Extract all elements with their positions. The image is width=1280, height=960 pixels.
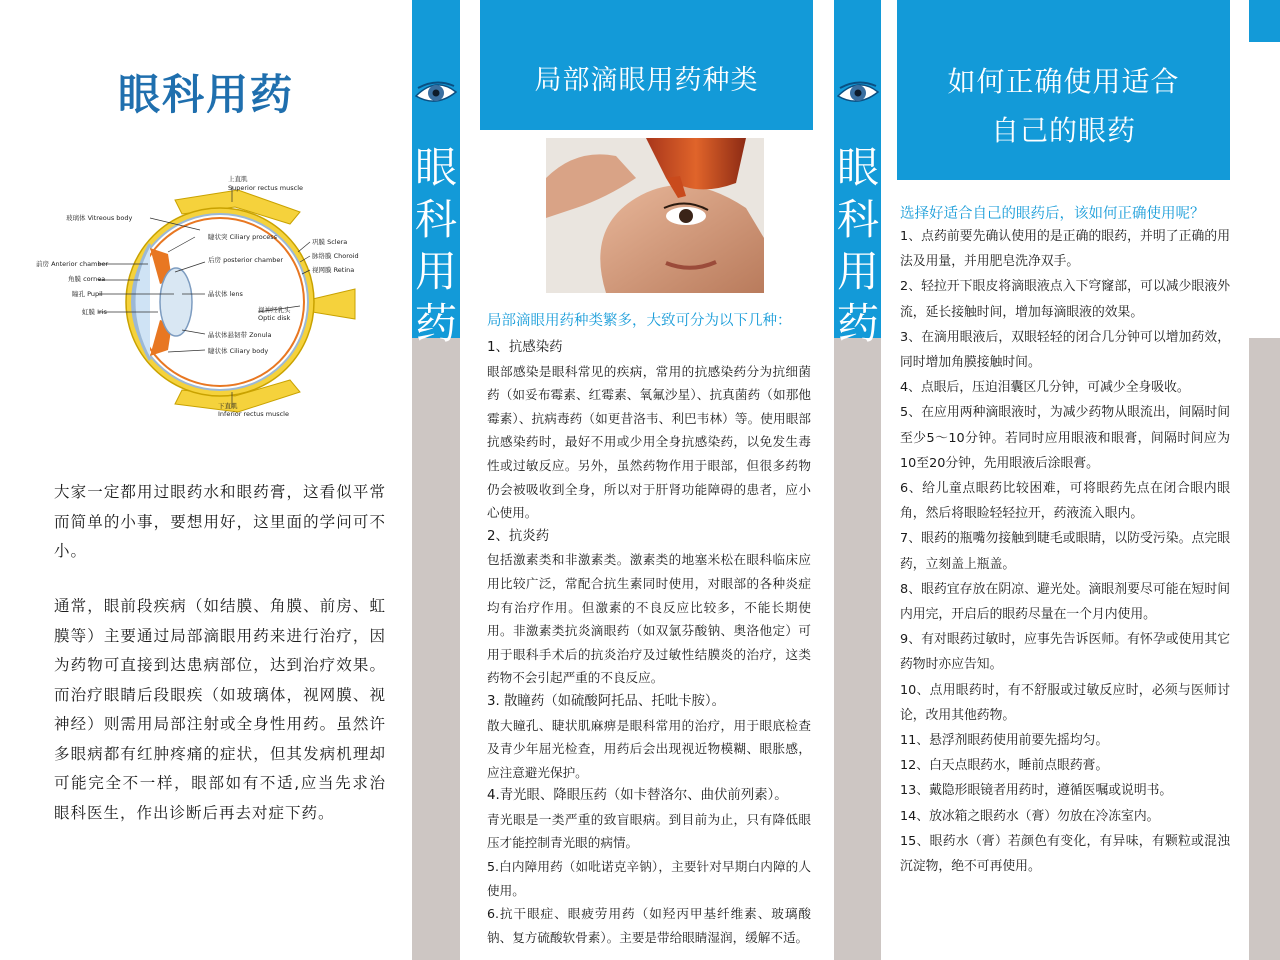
header-drug-types: [480, 0, 813, 130]
label-ciliary-process: 睫状突 Ciliary process: [208, 233, 278, 241]
eye-anatomy-diagram: [0, 172, 412, 432]
label-cornea: 角膜 cornea: [68, 275, 106, 283]
list-item: 9、有对眼药过敏时，应事先告诉医师。有怀孕或使用其它药物时亦应告知。: [900, 632, 1230, 673]
list-item: 12、白天点眼药水，睡前点眼药膏。: [900, 758, 1109, 774]
label-anterior-chamber: 前房 Anterior chamber: [36, 260, 109, 268]
list-item: 14、放冰箱之眼药水（膏）勿放在冷冻室内。: [900, 808, 1160, 824]
list-item: 1、点药前要先确认使用的是正确的眼药，并明了正确的用法及用量，并用肥皂洗净双手。: [900, 229, 1230, 270]
drug-types-list: [487, 336, 811, 949]
label-vitreous: 玻璃体 Vitreous body: [66, 214, 133, 222]
eye-drop-photo: [546, 138, 764, 293]
list-item: 青光眼是一类严重的致盲眼病。到目前为止，只有降低眼压才能控制青光眼的病情。: [487, 811, 811, 851]
list-item: 3、在滴用眼液后，双眼轻轻的闭合几分钟可以增加药效，同时增加角膜接触时间。: [900, 329, 1230, 371]
label-sclera: 巩膜 Sclera: [312, 238, 348, 246]
usage-intro: 选择好适合自己的眼药后，该如何正确使用呢？: [900, 206, 1205, 222]
label-optic-disk-en: Optic disk: [258, 314, 291, 322]
vertical-title-right: 眼科用药: [836, 143, 879, 348]
list-item: 5.白内障用药（如吡诺克辛钠），主要针对早期白内障的人使用。: [487, 859, 811, 898]
label-superior-en: Superior rectus muscle: [228, 184, 304, 192]
label-pupil: 瞳孔 Pupil: [72, 290, 103, 298]
eye-icon: [414, 78, 458, 108]
list-item: 11、悬浮剂眼药使用前要先摇均匀。: [900, 733, 1109, 749]
list-item: 1、抗感染药: [487, 340, 563, 355]
list-item: 2、抗炎药: [487, 528, 550, 544]
label-iris: 虹膜 Iris: [82, 308, 107, 316]
label-optic-disk-cn: 视神经乳头: [258, 306, 291, 314]
header-usage-line2: 自己的眼药: [990, 114, 1136, 147]
list-item: 5、在应用两种滴眼液时，为减少药物从眼流出，间隔时间至少5～10分钟。若同时应用眼液和眼膏，间隔时间应为10至20分钟，先用眼液后涂眼膏。: [900, 405, 1230, 471]
label-zonula: 晶状体悬韧带 Zonula: [208, 331, 272, 339]
list-item: 6.抗干眼症、眼疲劳用药（如羟丙甲基纤维素、玻璃酸钠、复方硫酸软骨素）。主要是带给眼睛湿润，缓解不适。: [487, 906, 811, 945]
label-choroid: 脉络膜 Choroid: [312, 252, 359, 260]
label-ciliary-body: 睫状体 Ciliary body: [208, 347, 269, 355]
list-item: 15、眼药水（膏）若颜色有变化，有异味，有颗粒或混浊沉淀物，绝不可再使用。: [900, 833, 1230, 875]
eye-icon: [836, 78, 880, 108]
page-title: 眼科用药: [117, 70, 294, 119]
vertical-banner-right: [834, 0, 881, 348]
label-retina: 视网膜 Retina: [312, 266, 355, 274]
drug-types-intro: 局部滴眼用药种类繁多，大致可分为以下几种：: [487, 313, 792, 329]
intro-paragraph: 大家一定都用过眼药水和眼药膏，这看似平常而简单的小事，要想用好，这里面的学问可不小。: [54, 483, 386, 560]
list-item: 4.青光眼、降眼压药（如卡替洛尔、曲伏前列素）。: [487, 788, 788, 804]
header-usage: [897, 0, 1230, 180]
lens: [160, 268, 192, 336]
list-item: 7、眼药的瓶嘴勿接触到睫毛或眼睛，以防受污染。点完眼药，立刻盖上瓶盖。: [900, 531, 1230, 572]
list-item: 4、点眼后，压迫泪囊区几分钟，可减少全身吸收。: [900, 380, 1190, 396]
vertical-title-left: 眼科用药: [414, 143, 457, 348]
list-item: 8、眼药宜存放在阴凉、避光处。滴眼剂要尽可能在短时间内用完，开启后的眼药尽量在一个月内使用。: [900, 581, 1230, 623]
list-item: 3. 散瞳药（如硫酸阿托品、托吡卡胺）。: [487, 693, 725, 709]
corner-accent: [1249, 0, 1280, 42]
edge-white: [1249, 42, 1280, 338]
label-inferior-en: Inferior rectus muscle: [218, 410, 289, 418]
body-paragraph: 通常，眼前段疾病（如结膜、角膜、前房、虹膜等）主要通过局部滴眼用药来进行治疗，因为药物可直接到达患病部位，达到治疗效果。而治疗眼睛后段眼疾（如玻璃体，视网膜、视神经）则需用局部注射或全身性用药。虽然许多眼病都有红肿疼痛的症状，但其发病机理却可能完全不一样，眼部如有不适,应当先求治眼科医生，作出诊断后再去对症下药。: [54, 597, 386, 822]
usage-list: [900, 224, 1230, 879]
list-item: 包括激素类和非激素类。激素类的地塞米松在眼科临床应用比较广泛，常配合抗生素同时使用，对眼部的各种炎症均有治疗作用。但激素的不良反应比较多，不能长期使用。非激素类抗炎滴眼药（如双氯芬酸钠、奥洛他定）可用于眼科手术后的抗炎治疗及过敏性结膜炎的治疗，这类药物不会引起严重的不良反应。: [487, 552, 811, 686]
header-usage-line1: 如何正确使用适合: [947, 65, 1180, 98]
list-item: 眼部感染是眼科常见的疾病，常用的抗感染药分为抗细菌药（如妥布霉素、红霉素、氧氟沙星）、抗真菌药（如那他霉素）、抗病毒药（如更昔洛韦、利巴韦林）等。使用眼部抗感染药时，最好不用或少用全身抗感染药，以免发生毒性或过敏反应。另外，虽然药物作用于眼部，但很多药物仍会被吸收到全身，所以对于肝肾功能障碍的患者，应小心使用。: [487, 363, 811, 521]
vertical-banner-left: [412, 0, 460, 348]
list-item: 10、点用眼药时，有不舒服或过敏反应时，必须与医师讨论，改用其他药物。: [900, 682, 1230, 723]
header-drug-types-text: 局部滴眼用药种类: [534, 65, 759, 96]
label-posterior-chamber: 后房 posterior chamber: [208, 256, 284, 264]
label-superior-cn: 上直肌: [228, 175, 248, 183]
panel-intro: [0, 0, 412, 960]
list-item: 2、轻拉开下眼皮将滴眼液点入下穹窿部，可以减少眼液外流，延长接触时间，增加每滴眼液的效果。: [900, 279, 1230, 320]
label-inferior-cn: 下直肌: [218, 402, 238, 410]
label-lens: 晶状体 lens: [208, 290, 243, 298]
list-item: 散大瞳孔、睫状肌麻痹是眼科常用的治疗，用于眼底检查及青少年屈光检查，用药后会出现视近物模糊、眼胀感，应注意避光保护。: [487, 717, 811, 780]
list-item: 13、戴隐形眼镜者用药时，遵循医嘱或说明书。: [900, 783, 1173, 799]
list-item: 6、给儿童点眼药比较困难，可将眼药先点在闭合眼内眼角，然后将眼睑轻轻拉开，药液流入眼内。: [900, 481, 1230, 522]
